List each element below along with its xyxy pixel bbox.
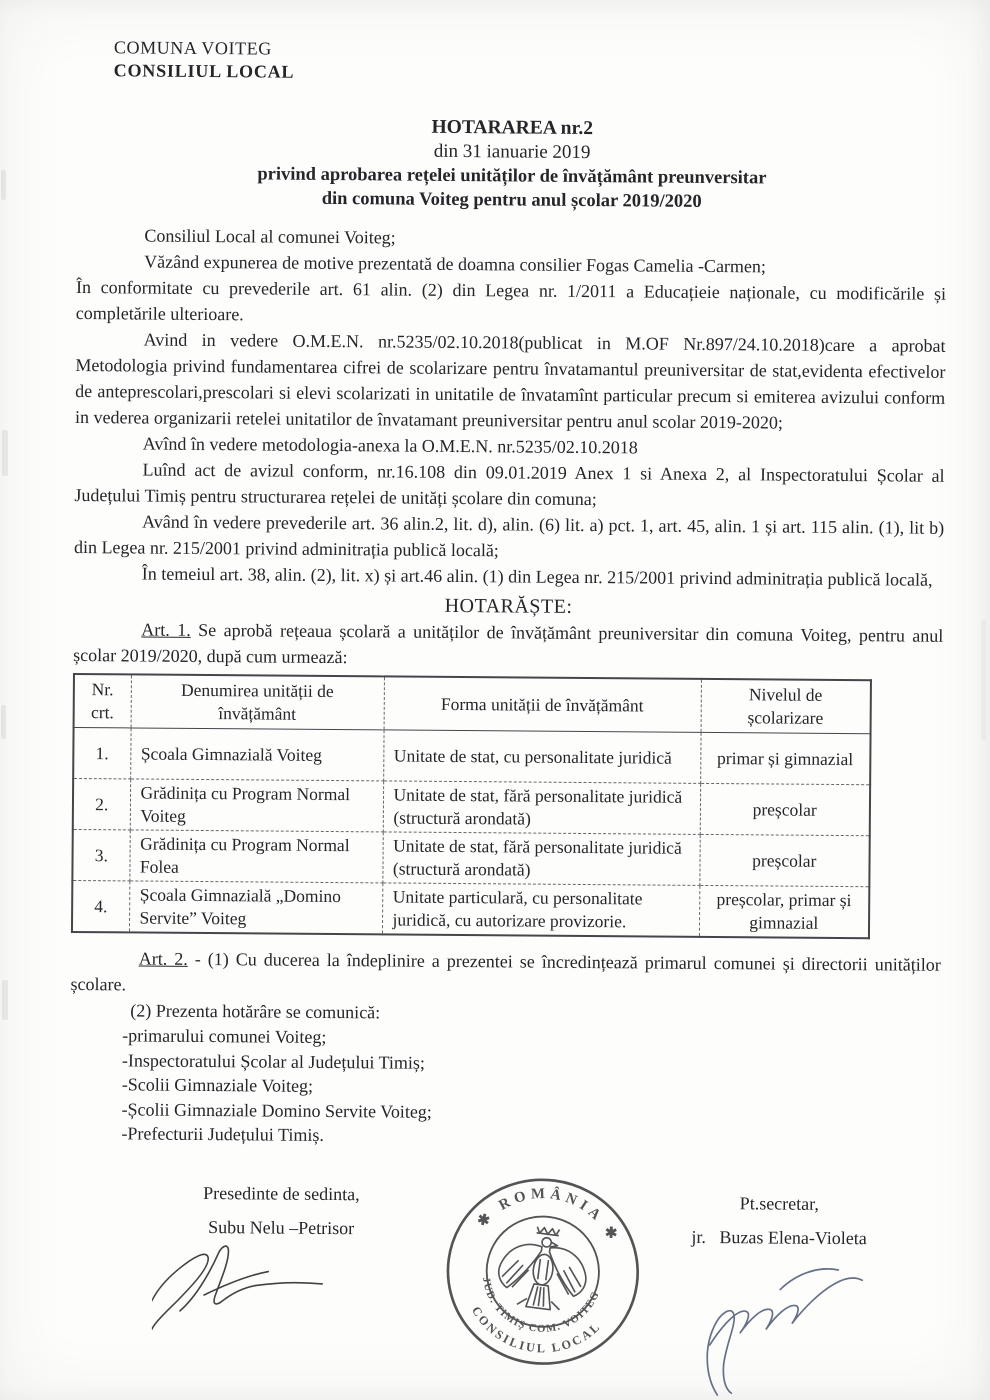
scan-artifact <box>1 705 6 739</box>
cell-form: Unitate de stat, cu personalitate juridică <box>383 730 700 783</box>
cell-nr: 2. <box>73 778 130 829</box>
cell-level: preșcolar <box>700 783 870 835</box>
scan-artifact <box>2 980 8 1020</box>
communication-item: -primarului comunei Voiteg; <box>122 1025 327 1047</box>
preamble-paragraph: În temeiul art. 38, alin. (2), lit. x) și art.46 alin. (1) din Legea nr. 215/2001 privind adminitrația publică locală, <box>141 563 933 590</box>
cell-name: Școala Gimnazială Voiteg <box>130 728 383 781</box>
preamble-paragraph: În conformitate cu prevederile art. 61 alin. (2) din Legea nr. 1/2011 a Educațieie naționale, cu modificările și completările ulterioare. <box>75 276 947 325</box>
title-number: HOTARAREA nr.2 <box>431 116 594 140</box>
stamp-country-text: ✱ ROMÂNIA ✱ <box>474 1185 623 1246</box>
col-header-form: Forma unității de învățământ <box>384 676 701 732</box>
cell-name: Grădinița cu Program Normal Voiteg <box>130 779 383 832</box>
cell-nr: 3. <box>72 829 129 880</box>
president-name: Subu Nelu –Petrisor <box>208 1216 355 1238</box>
scan-artifact <box>2 430 8 476</box>
council-stamp <box>440 1170 647 1372</box>
cell-level: preșcolar, primar și gimnazial <box>716 889 852 933</box>
table-row <box>73 778 870 835</box>
communication-item: -Prefecturii Județului Timiș. <box>121 1123 324 1145</box>
table-row <box>73 727 870 784</box>
article-2 <box>70 945 940 1004</box>
article-2-text: - (1) Cu ducerea la îndeplinire a prezentei se încredințează primarul comunei și directorii unităților școlare. <box>70 948 941 995</box>
preamble-paragraph: Văzând expunerea de motive prezentată de doamna consilier Fogas Camelia -Carmen; <box>144 251 767 277</box>
cell-name: Grădinița cu Program Normal Folea <box>129 830 382 883</box>
preamble <box>74 222 947 593</box>
communication-item: -Scolii Gimnaziale Voiteg; <box>121 1074 314 1096</box>
cell-level: preșcolar <box>699 834 869 886</box>
stamp-council-text: CONSILIUL LOCAL <box>468 1303 604 1355</box>
table-row <box>72 829 869 886</box>
issuing-authority <box>114 36 948 89</box>
cell-nr: 4. <box>72 880 129 932</box>
school-network-table <box>71 673 872 939</box>
col-header-nr: Nr. crt. <box>74 674 131 728</box>
scan-artifact <box>981 620 986 740</box>
cell-nr: 1. <box>73 727 130 778</box>
communication-item: -Școlii Gimnaziale Domino Servite Voiteg; <box>121 1098 432 1122</box>
cell-form: Unitate particulară, cu personalitate juridică, cu autorizare provizorie. <box>382 883 699 937</box>
col-header-level: Nivelul de școlarizare <box>701 679 871 734</box>
article-1-text: Se aprobă rețeaua școlară a unităților de învățământ preuniversitar din comuna Voiteg, pentru anul școlar 2019/2020, după cum urmează: <box>73 619 944 668</box>
article-2-label: Art. 2. <box>138 948 188 969</box>
cell-form: Unitate de stat, fără personalitate juridică (structură arondată) <box>382 832 699 885</box>
title-subject-1: privind aprobarea rețelei unităților de învățământ preunversitar <box>257 164 767 189</box>
title-subject-2: din comuna Voiteg pentru anul școlar 2019/2020 <box>321 188 702 212</box>
preamble-paragraph: Avind in vedere O.M.E.N. nr.5235/02.10.2018(publicat in M.OF Nr.897/24.10.2018)care a aprobat Metodologia privind fundamentarea cifrei de scolarizare pentru învatamantul preuniversitar de stat,evidenta efectivelor de anteprescolari,prescolari si elevi scolarizati in unitatile de învatamînt particular precum si emiterea avizului conform in vederea organizarii retelei unitatilor de învatamant preuniversitar pentru anul scolar 2019-2020; <box>74 329 946 433</box>
document-title <box>77 113 948 216</box>
cell-name: Școala Gimnazială „Domino Servite” Voiteg <box>129 881 382 934</box>
document-content <box>67 36 948 1400</box>
signature-block-president <box>149 1182 414 1239</box>
secretary-role: Pt.secretar, <box>739 1192 820 1214</box>
communication-intro: (2) Prezenta hotărâre se comunică: <box>130 1000 381 1023</box>
cell-level: primar și gimnazial <box>700 732 870 784</box>
president-role: Presedinte de sedinta, <box>203 1182 360 1204</box>
svg-text:✱ ROMÂNIA ✱ <box>473 1175 627 1247</box>
preamble-paragraph: Luînd act de avizul conform, nr.16.108 din 09.01.2019 Anex 1 si Anexa 2, al Inspectoratului Școlar al Județului Timiș pentru structurarea rețelei de unități școlare din comuna; <box>74 459 945 510</box>
signature-section <box>67 1173 939 1400</box>
preamble-paragraph: Avînd în vedere metodologia-anexa la O.M.E.N. nr.5235/02.10.2018 <box>142 433 638 458</box>
article-1-label: Art. 1. <box>141 619 191 640</box>
signature-block-secretary <box>647 1192 912 1249</box>
cell-form: Unitate de stat, fără personalitate juridică (structură arondată) <box>383 781 700 834</box>
resolution-heading: HOTARĂȘTE: <box>444 594 573 618</box>
coat-of-arms-eagle <box>495 1222 592 1313</box>
article-1 <box>73 616 943 675</box>
preamble-paragraph: Având în vedere prevederile art. 36 alin.2, lit. d), alin. (6) lit. a) pct. 1, art. 45, alin. 1 și art. 115 alin. (1), lit b) din Legea nr. 215/2001 privind adminitrația publică locală; <box>73 511 945 561</box>
secretary-name: jr. Buzas Elena-Violeta <box>691 1226 867 1248</box>
communication-item: -Inspectoratului Școlar al Județului Timiș; <box>121 1049 426 1073</box>
president-signature <box>152 1236 343 1337</box>
stamp-county-text: JUD. TIMIȘ COM. VOITEG <box>479 1275 603 1335</box>
table-header-row <box>74 674 871 734</box>
authority-commune: COMUNA VOITEG <box>113 37 272 59</box>
col-header-name: Denumirea unității de învățământ <box>131 674 384 729</box>
preamble-paragraph: Consiliul Local al comunei Voiteg; <box>144 225 396 248</box>
title-date: din 31 ianuarie 2019 <box>433 140 591 164</box>
authority-council: CONSILIUL LOCAL <box>113 60 295 82</box>
table-row <box>72 880 869 938</box>
scan-artifact <box>1 170 6 200</box>
secretary-signature <box>683 1248 874 1399</box>
